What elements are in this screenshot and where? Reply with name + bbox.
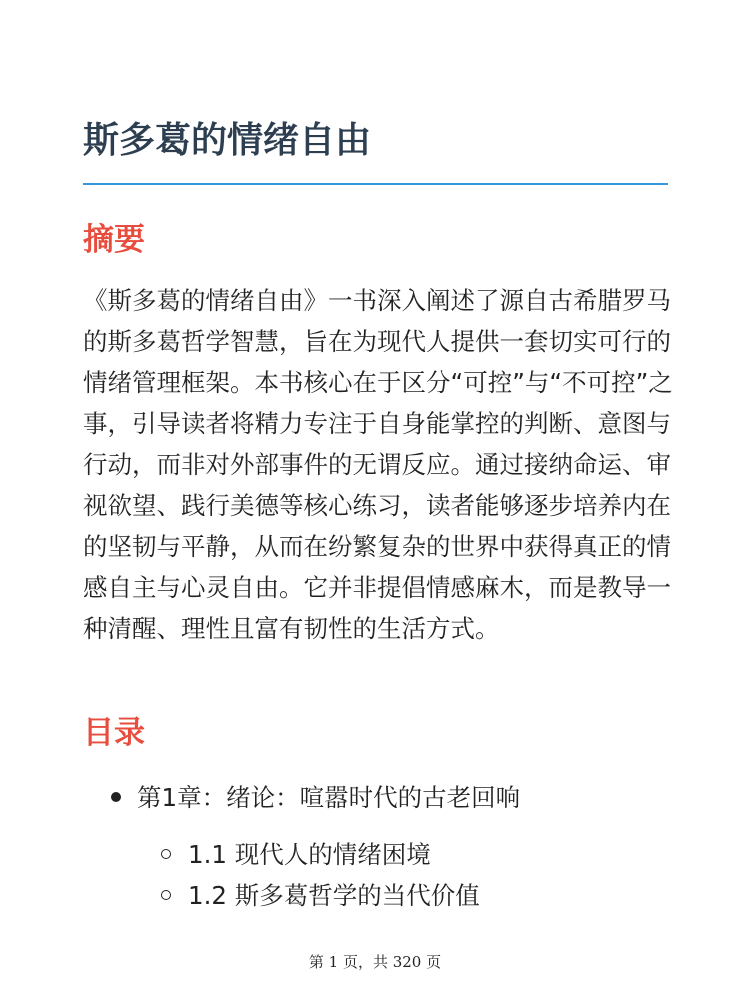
toc-chapter-1 [111, 778, 520, 818]
toc-chapter-1-label: 第1章：绪论：喧嚣时代的古老回响 [137, 783, 521, 812]
title-divider [83, 183, 668, 185]
toc-section-1-1 [161, 835, 431, 875]
toc-section-1-2-label: 1.2 斯多葛哲学的当代价值 [188, 881, 480, 910]
bullet-disc-icon [111, 792, 121, 802]
abstract-paragraph: 《斯多葛的情绪自由》一书深入阐述了源自古希腊罗马的斯多葛哲学智慧，旨在为现代人提供一套切实可行的情绪管理框架。本书核心在于区分“可控”与“不可控”之事，引导读者将精力专注于自身能掌控的判断、意图与行动，而非对外部事件的无谓反应。通过接纳命运、审视欲望、践行美德等核心练习，读者能够逐步培养内在的坚韧与平静，从而在纷繁复杂的世界中获得真正的情感自主与心灵自由。它并非提倡情感麻木，而是教导一种清醒、理性且富有韧性的生活方式。 [83, 286, 673, 643]
toc-section-1-2 [161, 876, 480, 916]
page-footer: 第 1 页，共 320 页 [308, 953, 442, 971]
bullet-circle-icon [161, 890, 171, 900]
toc-heading: 目录 [83, 715, 145, 751]
abstract-heading: 摘要 [83, 222, 145, 258]
toc-section-1-1-label: 1.1 现代人的情绪困境 [188, 840, 431, 869]
document-title: 斯多葛的情绪自由 [83, 120, 372, 161]
bullet-circle-icon [161, 849, 171, 859]
